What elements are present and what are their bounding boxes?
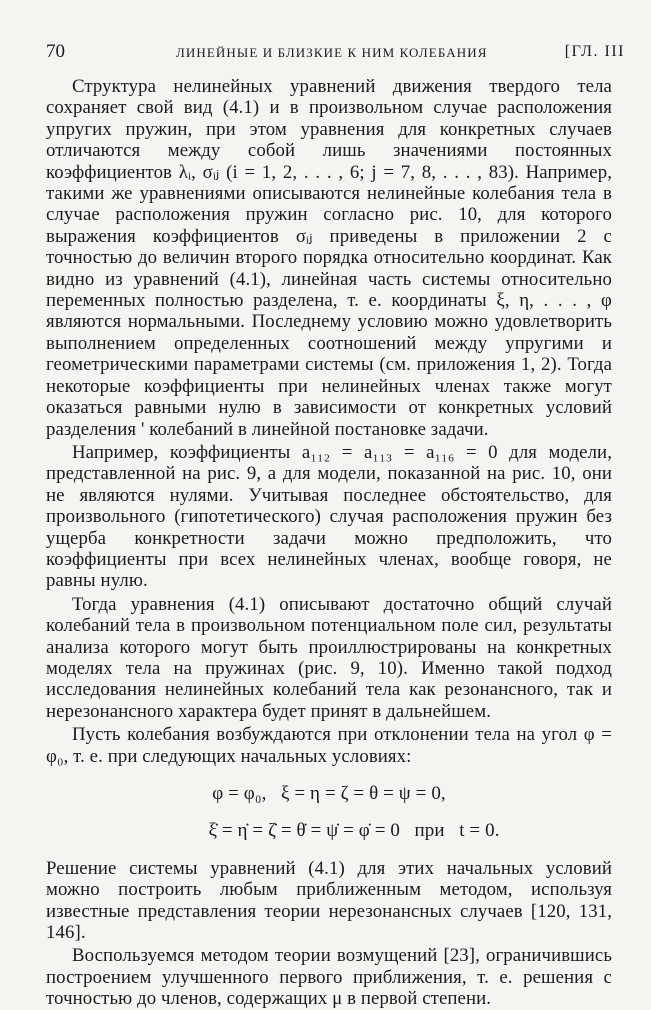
- running-title: ЛИНЕЙНЫЕ И БЛИЗКИЕ К НИМ КОЛЕБАНИЯ: [176, 45, 488, 60]
- paragraph-initial-conditions: Пусть колебания возбуждаются при отклонении тела на угол φ = φ₀, т. е. при следующих начальных условиях:: [46, 724, 612, 767]
- equation-initial-velocities: ξ̇ = η̇ = ζ̇ = θ̇ = ψ̇ = φ̇ = 0 при t = 0.: [208, 820, 500, 842]
- running-head: [46, 40, 625, 64]
- page-number: 70: [46, 41, 65, 62]
- equation-initial-positions: φ = φ₀, ξ = η = ζ = θ = ψ = 0,: [212, 783, 446, 804]
- paragraph-solution: Решение системы уравнений (4.1) для этих начальных условий можно построить любым приближенным методом, используя известные представления теории нерезонансных случаев [120, 131, 146].: [46, 857, 612, 944]
- paragraph-general-case: Тогда уравнения (4.1) описывают достаточно общий случай колебаний тела в произвольном потенциальном поле сил, результаты анализа которого могут быть проиллюстрированы на конкретных моделях тела на пружинах (рис. 9, 10). Именно такой подход исследования нелинейных колебаний тела как резонансного, так и нерезонансного характера будет принят в дальнейшем.: [46, 593, 612, 722]
- paragraph-perturbation-method: Воспользуемся методом теории возмущений [23], ограничившись построением улучшенного первого приближения, т. е. решения с точностью до членов, содержащих μ в первой степени.: [46, 945, 612, 1010]
- body-text: [46, 76, 612, 1010]
- chapter-reference: [ГЛ. III: [564, 43, 625, 60]
- paragraph-coefficients: Например, коэффициенты a₁₁₂ = a₁₁₃ = a₁₁₆ = 0 для модели, представленной на рис. 9, а для модели, показанной на рис. 10, они не являются нулями. Учитывая последнее обстоятельство, для произвольного (гипотетического) случая расположения пружин без ущерба конкретности задачи можно предположить, что коэффициенты при всех нелинейных членах, вообще говоря, не равны нулю.: [46, 441, 612, 592]
- paragraph-structure: Структура нелинейных уравнений движения твердого тела сохраняет свой вид (4.1) и в произвольном случае расположения упругих пружин, при этом уравнения для конкретных случаев отличаются между собой лишь значениями постоянных коэффициентов λᵢ, σᵢⱼ (i = 1, 2, . . . , 6; j = 7, 8, . . . , 83). Например, такими же уравнениями описываются нелинейные колебания тела в случае расположения пружин согласно рис. 10, для которого выражения коэффициентов σᵢⱼ приведены в приложении 2 с точностью до величин второго порядка относительно координат. Как видно из уравнений (4.1), линейная часть системы относительно переменных полностью разделена, т. е. координаты ξ, η, . . . , φ являются нормальными. Последнему условию можно удовлетворить выполнением определенных соотношений между упругими и геометрическими параметрами системы (см. приложения 1, 2). Тогда некоторые коэффициенты при нелинейных членах также могут оказаться равными нулю в зависимости от конкретных условий разделения ' колебаний в линейной постановке задачи.: [46, 76, 612, 440]
